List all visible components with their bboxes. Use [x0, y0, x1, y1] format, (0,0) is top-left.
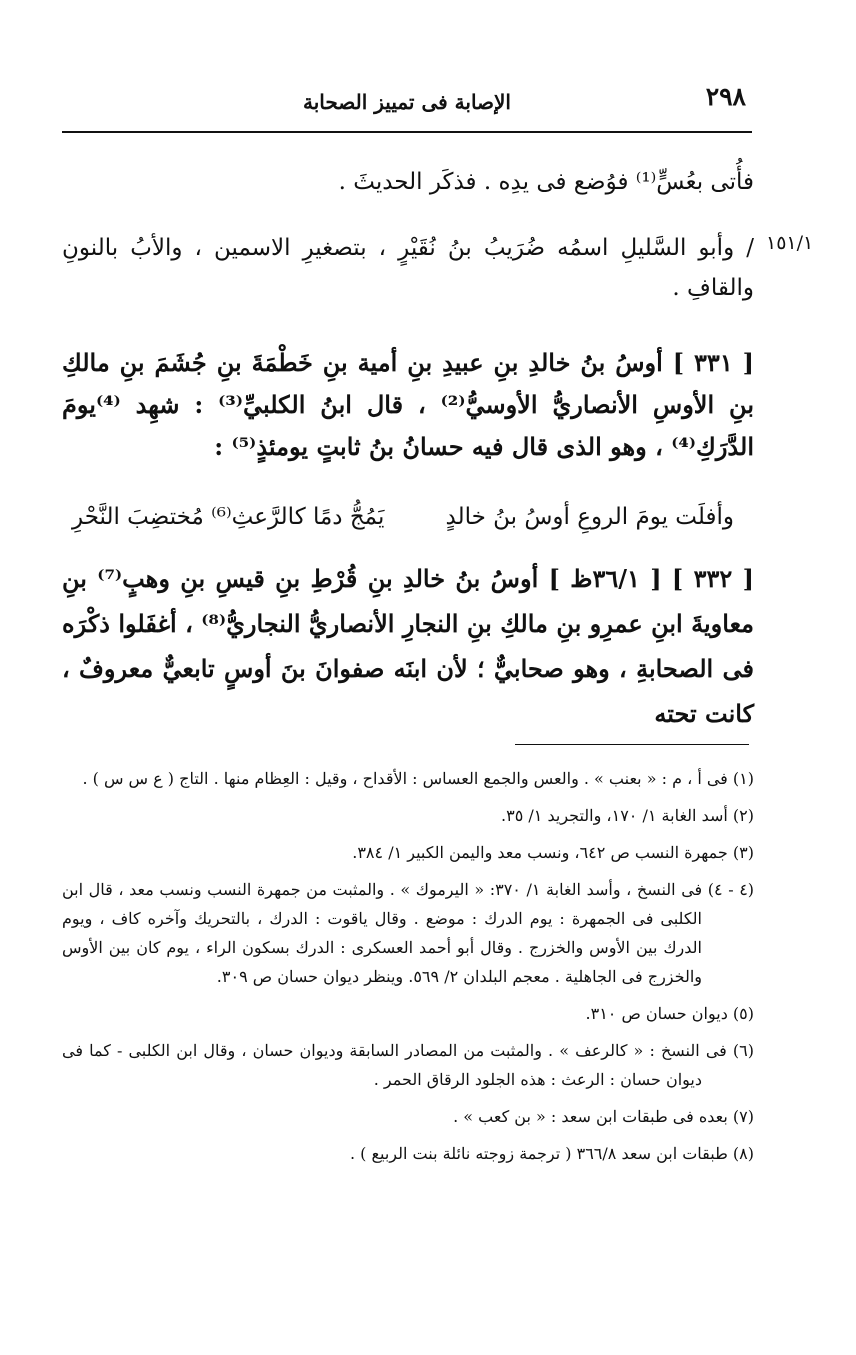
footnote-7: (٧) بعده فى طبقات ابن سعد : « بن كعب » .: [453, 1107, 754, 1126]
entry-331: [ ٣٣١ ] أوسُ بنُ خالدِ بنِ عبيدِ بنِ أمية بنِ خَطْمَةَ بنِ جُشَمَ بنِ مالكِ بنِ الأوسِ الأنصاريُّ الأوسيُّ⁽²⁾ ، قال ابنُ الكلبيِّ⁽³⁾ : شهِد ⁽⁴⁾يومَ الدَّرَكِ⁽⁴⁾ ، وهو الذى قال فيه حسانُ بنُ ثابتٍ يومئذٍ⁽⁵⁾ :: [62, 348, 754, 461]
footnote-5: (٥) ديوان حسان ص ٣١٠.: [585, 1004, 754, 1023]
entry-332: [ ٣٣٢ ] [ ٣٦/١ظ ] أوسُ بنُ خالدِ بنِ قُرْطِ بنِ قيسِ بنِ وهبٍ⁽⁷⁾ بنِ معاويةَ ابنِ عمرِو بنِ مالكِ بنِ النجارِ الأنصاريُّ النجاريُّ⁽⁸⁾ ، أغفَلوا ذكْرَه فى الصحابةِ ، وهو صحابيٌّ ؛ لأن ابنَه صفوانَ بنَ أوسٍ تابعيٌّ معروفٌ ، كانت تحته: [62, 564, 755, 728]
margin-reference: ١٥١/١: [766, 232, 814, 254]
page-number: ٢٩٨: [705, 82, 746, 111]
verse-second-hemistich: يَمُجُّ دمًا كالرَّعثِ⁽⁶⁾ مُختضِبَ النَّحْرِ: [72, 504, 385, 530]
footnote-8: (٨) طبقات ابن سعد ٣٦٦/٨ ( ترجمة زوجته نائلة بنت الربيع ) .: [350, 1144, 754, 1163]
footnote-separator: [515, 744, 749, 745]
footnote-4: (٤ - ٤) فى النسخ ، وأسد الغابة ١/ ٣٧٠: « اليرموك » . والمثبت من جمهرة النسب ونسب معد ، قال ابن الكلبى فى الجمهرة : يوم الدرك : موضع . وقال ياقوت : الدرك ، بالتحريك وآخره كاف ، ويوم الدرك بين الأوس والخزرج . وقال أبو أحمد العسكرى : الدرك بسكون الراء ، يوم كان بين الأوس والخزرج فى الجاهلية . معجم البلدان ٢/ ٥٦٩. وينظر ديوان حسان ص ٣٠٩.: [62, 880, 755, 986]
footnote-6: (٦) فى النسخ : « كالرعف » . والمثبت من المصادر السابقة وديوان حسان ، وقال ابن الكلبى - كما فى ديوان حسان : الرعث : هذه الجلود الرقاق الحمر .: [62, 1041, 754, 1089]
verse-first-hemistich: وأفلَت يومَ الروعِ أوسُ بنُ خالدٍ: [445, 504, 734, 530]
running-title: الإصابة فى تمييز الصحابة: [303, 90, 511, 114]
footnote-1: (١) فى أ ، م : « بعنب » . والعس والجمع العساس : الأقداح ، وقيل : العِظام منها . التاج ( ع س س ) .: [82, 769, 754, 788]
paragraph-continuation: فأُتى بعُسٍّ⁽¹⁾ فوُضع فى يدِه . فذكَر الحديثَ .: [338, 169, 754, 195]
page-header: [62, 82, 752, 122]
poetry-verse: [62, 504, 754, 544]
header-rule: [62, 131, 752, 133]
paragraph-abu-al-salil: / وأبو السَّليلِ اسمُه ضُرَيبُ بنُ نُقَيْرٍ ، بتصغيرِ الاسمين ، والأبُ بالنونِ والقافِ .: [62, 235, 754, 301]
footnote-3: (٣) جمهرة النسب ص ٦٤٢، ونسب معد واليمن الكبير ١/ ٣٨٤.: [352, 843, 754, 862]
footnotes: [62, 764, 754, 1176]
footnote-2: (٢) أسد الغابة ١/ ١٧٠، والتجريد ١/ ٣٥.: [501, 806, 754, 825]
